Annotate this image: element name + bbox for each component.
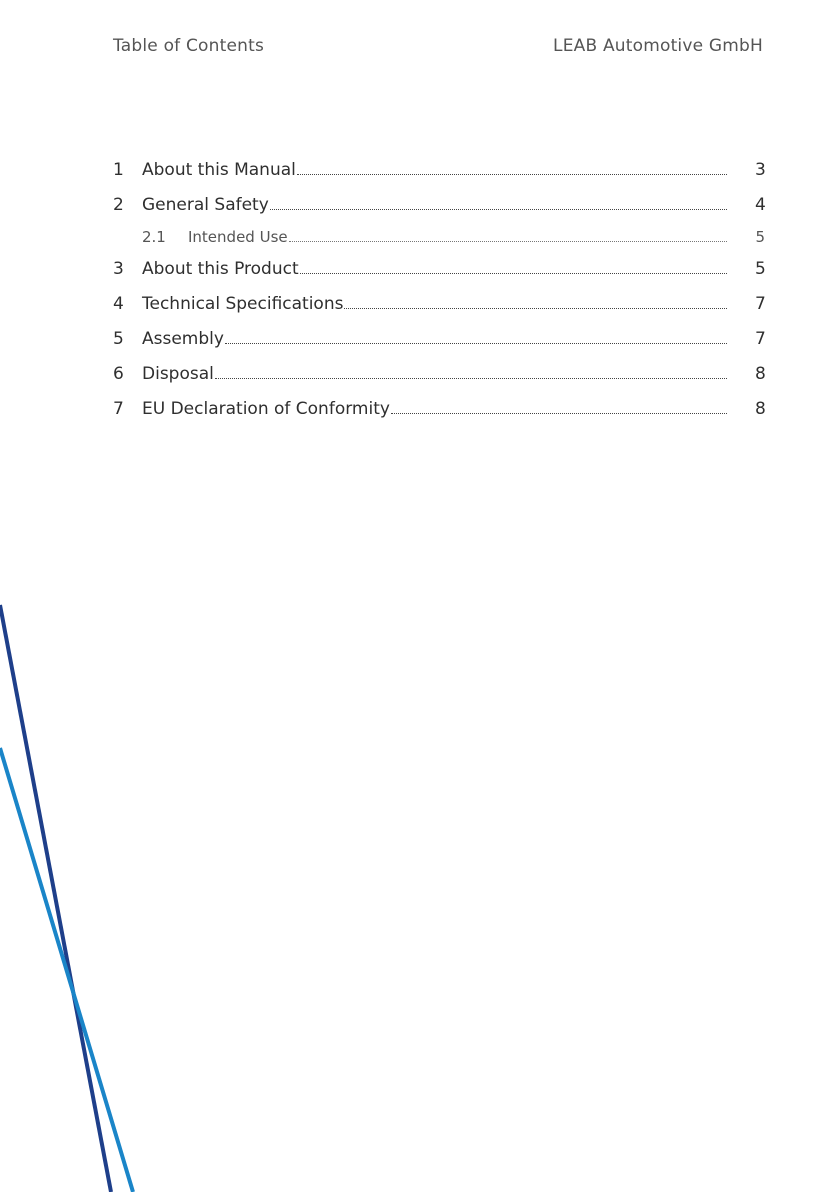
- toc-entry-title: About this Product: [142, 259, 299, 279]
- toc-entry-number: 7: [113, 399, 124, 419]
- toc-dot-leader: [270, 209, 727, 210]
- toc-entry[interactable]: [113, 394, 765, 429]
- toc-dot-leader: [344, 308, 727, 309]
- dark-blue-diagonal-line: [0, 605, 111, 1192]
- table-of-contents: [113, 155, 765, 429]
- toc-entry-number: 3: [113, 259, 124, 279]
- toc-dot-leader: [297, 174, 727, 175]
- header-section-title: Table of Contents: [113, 36, 265, 56]
- toc-dot-leader: [391, 413, 727, 414]
- toc-entry-title: About this Manual: [142, 160, 296, 180]
- toc-entry-title: Intended Use: [188, 228, 288, 246]
- toc-entry[interactable]: [113, 289, 765, 324]
- toc-entry-page: 3: [755, 160, 766, 180]
- toc-subentry[interactable]: [113, 222, 765, 254]
- toc-dot-leader: [215, 378, 727, 379]
- toc-entry-title: General Safety: [142, 195, 269, 215]
- toc-entry-title: Assembly: [142, 329, 224, 349]
- toc-dot-leader: [289, 241, 727, 242]
- toc-entry-page: 5: [755, 228, 765, 246]
- toc-dot-leader: [225, 343, 727, 344]
- toc-entry-title: Disposal: [142, 364, 214, 384]
- toc-entry-page: 7: [755, 329, 766, 349]
- toc-entry-page: 4: [755, 195, 766, 215]
- toc-dot-leader: [300, 273, 727, 274]
- toc-entry[interactable]: [113, 359, 765, 394]
- toc-entry-page: 8: [755, 364, 766, 384]
- toc-entry-number: 2: [113, 195, 124, 215]
- toc-entry-number: 5: [113, 329, 124, 349]
- toc-entry-page: 5: [755, 259, 766, 279]
- toc-entry[interactable]: [113, 324, 765, 359]
- toc-entry-number: 1: [113, 160, 124, 180]
- toc-entry[interactable]: [113, 155, 765, 190]
- toc-entry-title: EU Declaration of Conformity: [142, 399, 390, 419]
- toc-entry-title: Technical Specifications: [142, 294, 344, 314]
- toc-entry[interactable]: [113, 190, 765, 225]
- toc-entry-number: 4: [113, 294, 124, 314]
- light-blue-diagonal-line: [0, 748, 133, 1192]
- toc-entry[interactable]: [113, 254, 765, 289]
- page-header: [113, 36, 763, 60]
- toc-entry-page: 7: [755, 294, 766, 314]
- toc-entry-number: 6: [113, 364, 124, 384]
- header-company-name: LEAB Automotive GmbH: [553, 36, 763, 56]
- toc-entry-page: 8: [755, 399, 766, 419]
- toc-entry-number: 2.1: [142, 228, 166, 246]
